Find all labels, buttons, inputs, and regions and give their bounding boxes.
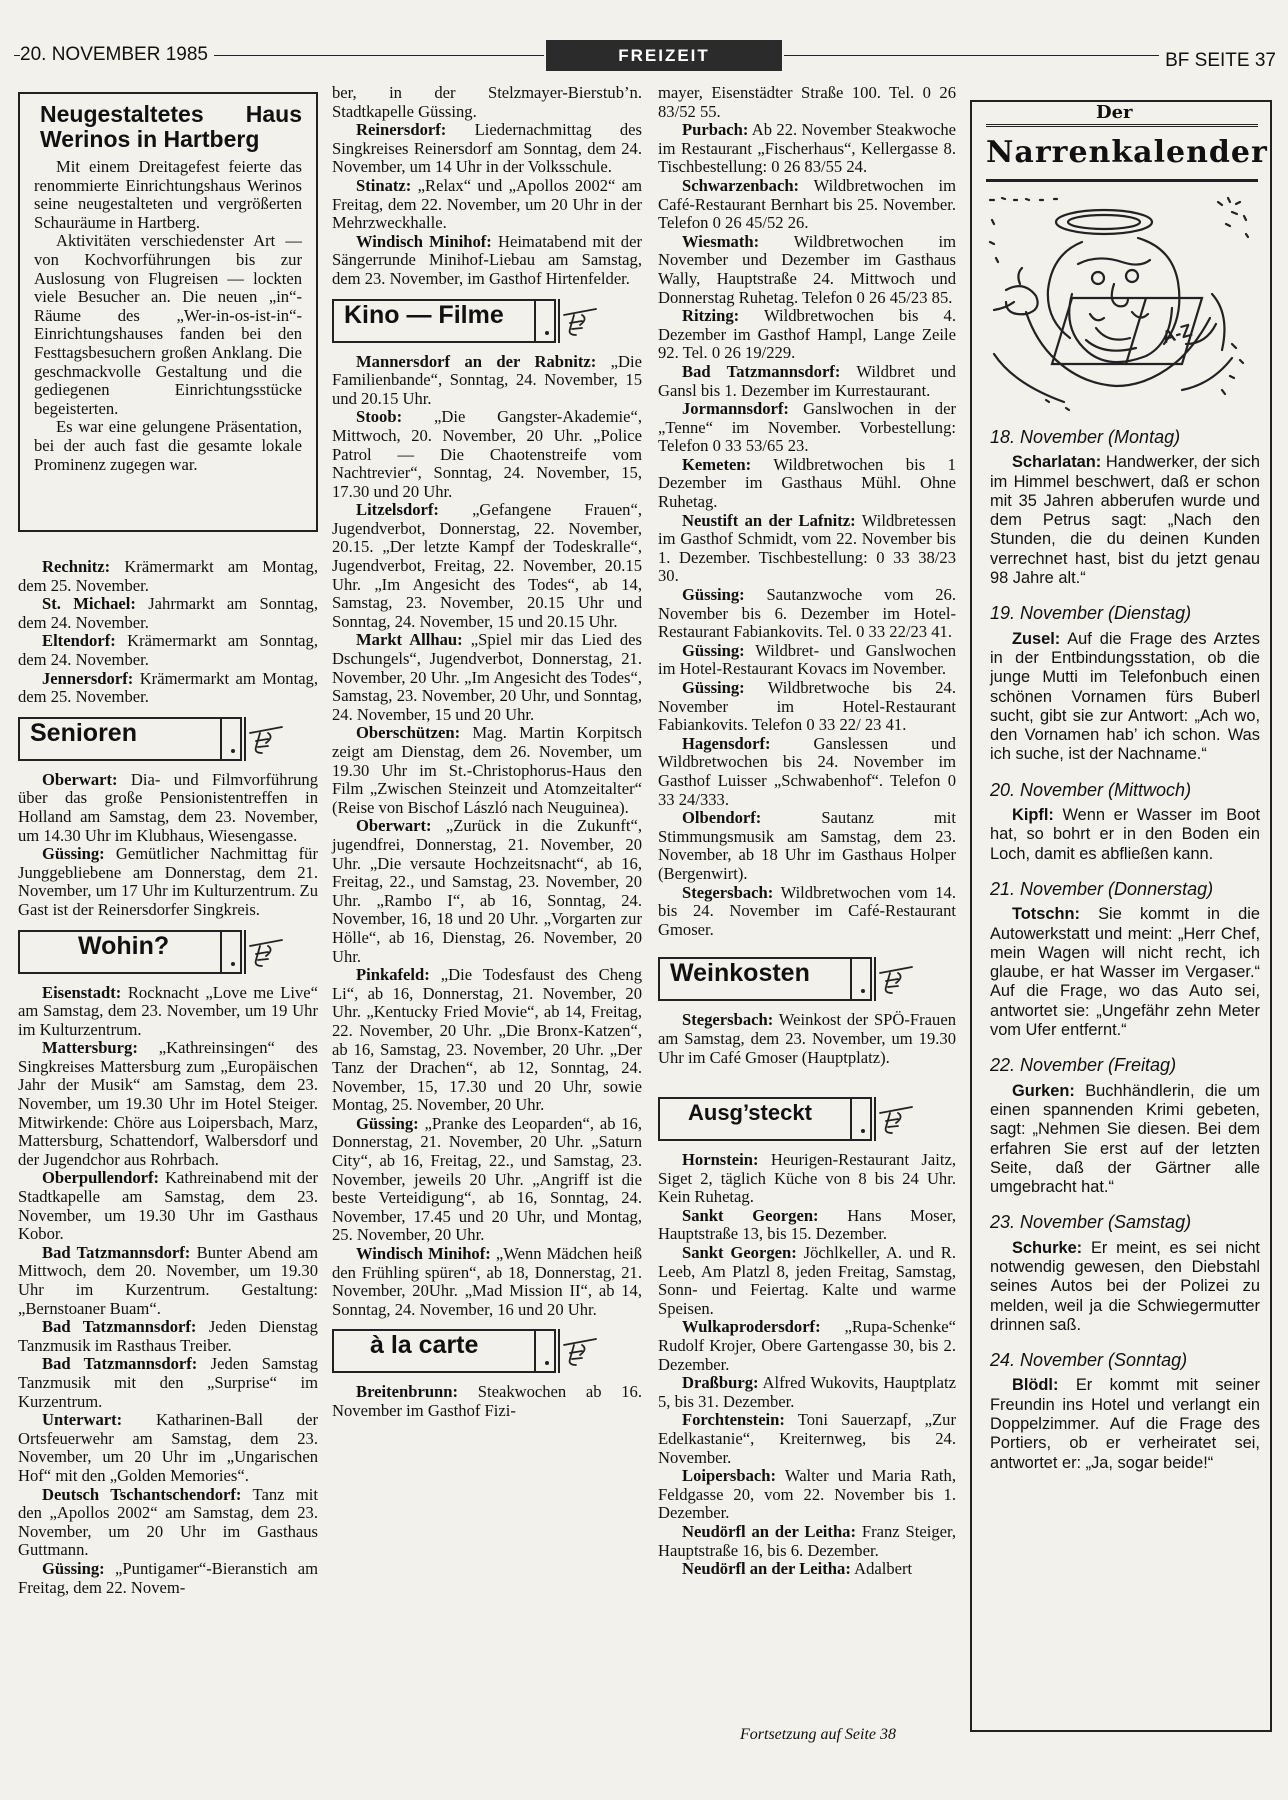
listing-entry [658, 809, 956, 883]
listing-place: Güssing: [42, 1558, 105, 1578]
listing-place: Eisenstadt: [42, 982, 122, 1002]
calendar-day-heading: 18. November (Montag) [990, 427, 1181, 447]
listing-place: Windisch Minihof: [356, 231, 492, 251]
listing-text: „Puntigamer“-Bieranstich am Freitag, dem 22. Novem- [18, 1558, 318, 1597]
narrenkalender-der: Der [1092, 102, 1137, 123]
listing-text: Ab 22. November Steakwoche im Restaurant „Fischerhaus“, Kellergasse 8. Tischbestellung: 0 26 83/55 24. [658, 120, 957, 177]
listing-place: Wulkaprodersdorf: [682, 1317, 821, 1337]
listing-text: Katharinen-Ball der Ortsfeuerwehr am Samstag, dem 23. November, um 20 Uhr im „Ungarischen Hof“ mit den „Golden Memories“. [18, 1410, 318, 1485]
calendar-day-joke [990, 806, 1260, 864]
listing-text: Jöchlkeller, A. und R. Leeb, Am Platzl 8, jeden Freitag, Samstag, Sonn- und Feiertag. Kalte und warme Speisen. [658, 1243, 956, 1318]
rubric-divider [850, 1097, 876, 1141]
listing-entry [18, 1355, 318, 1411]
listing-place: Rechnitz: [42, 557, 111, 576]
listing-entry [658, 512, 956, 586]
listing-text: „Die Todesfaust des Cheng Li“, ab 16, Donnerstag, 21. November, 20 Uhr. „Kentucky Fried Movie“, ab 14, Freitag, 22. November, 20 Uhr. „Die Bronx-Katzen“, ab 16, Samstag, 23. November, 20 Uhr. „Der Tanz der Drachen“, ab 12, Sonntag, 24. November, 15, 17.30 und 20 Uhr, sowie Montag, 25. November, 20 Uhr. [332, 965, 642, 1115]
listing-place: Güssing: [682, 585, 745, 605]
rubric-label: Ausg’steckt [688, 1100, 812, 1126]
listing-place: Bad Tatzmannsdorf: [42, 1242, 191, 1262]
calendar-day-joke [990, 1239, 1260, 1335]
listing-text: Sautanzwoche vom 26. November bis 6. Dezember im Hotel-Restaurant Fabiankovits. Tel. 0 33 22/23 41. [658, 585, 956, 642]
calendar-day-joke [990, 453, 1260, 588]
listing-text: Jeden Dienstag Tanzmusik im Rasthaus Treiber. [18, 1317, 318, 1355]
listing-place: Stoob: [356, 407, 403, 427]
listing-place: Stegersbach: [682, 882, 774, 902]
listing-text: „Kathreinsingen“ des Singkreises Mattersburg zum „Europäischen Jahr der Musik“ am Samstag, dem 23. November, um 19.30 Uhr im Hotel Steiger. Mitwirkende: Chöre aus Loipersbach, Marz, Mattersburg, Schattendorf, Walbersdorf und der Jugendchor aus Rohrbach. [18, 1038, 318, 1169]
listing-entry [658, 586, 956, 642]
listing-text: Wildbretwochen bis 4. Dezember im Gasthof Hampl, Lange Zeile 92. Tel. 0 26 19/229. [658, 306, 956, 363]
listing-entry [658, 884, 956, 940]
calendar-day-heading: 20. November (Mittwoch) [990, 779, 1192, 800]
listing-place: Hagensdorf: [682, 733, 771, 753]
listing-entry [332, 233, 642, 289]
kino-rubric [332, 299, 556, 343]
listing-entry [332, 631, 642, 724]
rubric-label: Kino — Filme [344, 300, 504, 329]
listing-text: Wildbret und Gansl bis 1. Dezember im Kurrestaurant. [658, 361, 956, 400]
listing-place: Stegersbach: [682, 1010, 774, 1030]
listing-place: Loipersbach: [682, 1466, 777, 1486]
pointing-hand-icon [560, 1335, 600, 1367]
listing-entry [658, 1318, 956, 1374]
listing-entry [332, 177, 642, 233]
listing-text: Rocknacht „Love me Live“ am Samstag, dem 23. November, um 19 Uhr im Kulturzentrum. [18, 982, 318, 1039]
listing-text: Weinkost der SPÖ-Frauen am Samstag, dem 23. November, um 19.30 Uhr im Café Gmoser (Hauptplatz). [658, 1010, 956, 1067]
rubric-divider [534, 1329, 560, 1373]
listing-text: Kathreinabend mit der Stadtkapelle am Samstag, dem 23. November, um 19.30 Uhr im Gasthaus Kobor. [18, 1168, 318, 1244]
calendar-day-heading: 19. November (Dienstag) [990, 603, 1192, 624]
listing-entry [18, 1411, 318, 1485]
calendar-joke-text: Buchhändlerin, die um einen spannenden Krimi gebeten, sagt: „Nehmen Sie diesen. Bei dem erfahren Sie erst auf der letzten Seite, daß der Gärtner alle umgebracht hat.“ [990, 1081, 1260, 1197]
calendar-keyword: Totschn: [1012, 905, 1080, 924]
listing-place: Güssing: [682, 640, 745, 660]
listing-place: Windisch Minihof: [356, 1244, 491, 1264]
listing-text: Bunter Abend am Mittwoch, dem 20. November, um 19.30 Uhr im Kurzentrum. Gestaltung: „Bernstoaner Buam“. [18, 1242, 318, 1318]
listing-entry [18, 1486, 318, 1560]
listing-place: Sankt Georgen: [682, 1243, 797, 1263]
listing-entry [332, 353, 642, 409]
werinos-article-box [18, 92, 318, 532]
calendar-day-joke [990, 630, 1260, 765]
listing-entry [18, 558, 318, 595]
listing-place: Draßburg: [682, 1373, 759, 1393]
listing-entry [18, 670, 318, 707]
rubric-label: Wohin? [78, 931, 170, 960]
listing-text: Liedernachmittag des Singkreises Reinersdorf am Sonntag, dem 24. November, um 14 Uhr in der Volksschule. [332, 120, 642, 177]
wohin-rubric [18, 930, 242, 974]
listing-text: Wildbretwochen bis 1 Dezember im Gasthaus Mühl. Ohne Ruhetag. [658, 454, 956, 512]
listing-text: Sautanz mit Stimmungsmusik am Samstag, dem 23. November, ab 18 Uhr im Gasthaus Holper (Bergenwirt). [658, 808, 956, 883]
listing-entry [18, 845, 318, 919]
listing-place: Mannersdorf an der Rabnitz: [356, 351, 597, 371]
listing-place: Neustift an der Lafnitz: [682, 510, 856, 530]
pointing-hand-icon [876, 1103, 916, 1135]
calendar-joke-text: Sie kommt in die Autowerkstatt und meint: „Herr Chef, mein Wagen will nicht recht, ich glaube, er hat Wasser im Vergaser.“ Auf die Frage, wo das Auto sei, antwortet sie: „Ungefähr zehn Meter vom Ufer entfernt.“ [990, 905, 1261, 1040]
listing-text: Krämermarkt am Montag, dem 25. November. [18, 557, 318, 595]
pointing-hand-icon [876, 963, 916, 995]
listing-entry [658, 1467, 956, 1523]
calendar-day-joke [990, 1376, 1260, 1472]
listing-entry [658, 735, 956, 809]
listing-place: Neudörfl an der Leitha: [682, 1521, 856, 1541]
calendar-keyword: Kipfl: [1012, 806, 1054, 825]
rubric-label: Weinkosten [670, 959, 810, 988]
column-1 [18, 558, 318, 1597]
listing-text: Wildbretwochen vom 14. bis 24. November im Café-Restaurant Gmoser. [658, 882, 956, 939]
listing-text: „Gefangene Frauen“, Jugendverbot, Donnerstag, 22. November, 20.15. „Der letzte Kampf der Todeskralle“, Jugendverbot, Freitag, 22. November, 20.15 Uhr. „Im Angesicht des Todes“, ab 14, Samstag, 23. November, 20.15 Uhr und Sonntag, 24. November, 15 und 20.15 Uhr. [332, 500, 642, 631]
listing-place: Unterwart: [42, 1410, 123, 1430]
listing-text: Dia- und Filmvorführung über das große Pensionistentreffen in Holland am Samstag, dem 23. November, um 14.30 Uhr im Klubhaus, Wiesengasse. [18, 769, 318, 845]
listing-entry [18, 771, 318, 845]
listing-place: Stinatz: [356, 175, 412, 195]
listing-text: Jeden Samstag Tanzmusik mit den „Surprise“ im Kurzentrum. [18, 1354, 318, 1411]
listing-entry [658, 456, 956, 512]
listing-place: Litzelsdorf: [356, 500, 439, 520]
narrenkalender-box [970, 100, 1272, 1732]
listing-place: Wiesmath: [682, 231, 760, 251]
listing-entry [332, 724, 642, 817]
calendar-day-heading: 21. November (Donnerstag) [990, 878, 1214, 899]
listing-entry [658, 642, 956, 679]
listing-text: Krämermarkt am Montag, dem 25. November. [18, 668, 319, 707]
listing-text: Alfred Wukovits, Hauptplatz 5, bis 31. Dezember. [658, 1373, 956, 1411]
listing-entry [658, 1207, 956, 1244]
page-number: BF SEITE 37 [1159, 50, 1276, 72]
listing-place: Jormannsdorf: [682, 399, 789, 419]
listing-place: Ritzing: [682, 306, 740, 326]
listing-text: Mag. Martin Korpitsch zeigt am Dienstag, dem 26. November, um 19.30 Uhr im St.-Christophorus-Haus den Film „Zwischen Steinzeit und Atomzeitalter“ (Reise von Bischof László nach Neuguinea). [332, 723, 642, 817]
listing-entry [18, 1560, 318, 1597]
calendar-joke-text: Handwerker, der sich im Himmel beschwert, daß er schon mit 35 Jahren abberufen wurde und dem Petrus sagt: „Nach den Stunden, die du deinen Kunden verrechnet hast, bist du jetzt genau 98 Jahre alt.“ [990, 453, 1260, 588]
listing-text: „Spiel mir das Lied des Dschungels“, Jugendverbot, Donnerstag, 21. November, 20 Uhr. „Im Angesicht des Todes“, Samstag, 23. November, 20 Uhr, und Sonntag, 24. November, 15 und 20 Uhr. [332, 630, 643, 724]
listing-place: Deutsch Tschantschendorf: [42, 1484, 242, 1504]
listing-place: Sankt Georgen: [682, 1205, 819, 1225]
rubric-divider [220, 717, 246, 761]
calendar-day-joke [990, 1082, 1260, 1198]
listing-text: Wildbret- und Ganslwochen im Hotel-Restaurant Kovacs im November. [658, 640, 956, 679]
listing-place: Mattersburg: [42, 1038, 138, 1058]
listing-entry [658, 1244, 956, 1318]
article-headline: Neugestaltetes Haus Werinos in Hartberg [40, 101, 302, 152]
listing-place: Oberpullendorf: [42, 1168, 160, 1188]
listing-text: Steakwochen ab 16. November im Gasthof Fizi- [332, 1382, 643, 1420]
listing-place: Oberwart: [356, 816, 432, 836]
listing-place: Bad Tatzmannsdorf: [42, 1317, 197, 1337]
calendar-day-heading: 24. November (Sonntag) [990, 1350, 1188, 1371]
listing-entry [332, 966, 642, 1115]
listing-place: Olbendorf: [682, 808, 762, 828]
calendar-joke-text: Auf die Frage des Arztes in der Entbindungsstation, ob die junge Mutti im Telefonbuch einen schönen Vornamen fürs Buberl sucht, gibt sie zur Antwort: „Ach wo, den Vornamen hab’ ich schon. Was ich suche, ist der Nachname.“ [990, 629, 1260, 764]
listing-text: Ganslwochen in der „Tenne“ im November. Vorbestellung: Telefon 0 33 53/65 23. [658, 399, 956, 456]
listing-text: „Die Familienbande“, Sonntag, 24. November, 15 und 20.15 Uhr. [332, 351, 642, 408]
continuation-note: Fortsetzung auf Seite 38 [740, 1726, 896, 1743]
listing-entry [332, 817, 642, 966]
listing-text: „Rupa-Schenke“ Rudolf Krojer, Obere Gartengasse 30, bis 2. Dezember. [658, 1317, 956, 1374]
listing-text: Hans Moser, Hauptstraße 13, bis 15. Dezember. [658, 1205, 956, 1244]
rubric-label: à la carte [370, 1331, 479, 1360]
listing-entry [658, 679, 956, 735]
pointing-hand-icon [246, 723, 286, 755]
listing-place: Purbach: [682, 120, 749, 140]
article-paragraph: Aktivitäten verschiedenster Art — von Kochvorführungen bis zur Auslosung von Flugreisen — lockten viele Besucher an. Die neuen „in“-Räume des „Wer-in-os-ist-in“-Einrichtungshauses fanden bei den Festtagsbesuchern großen Anklang. Die geschmackvolle Gestaltung und die gediegenen Einrichtungsstücke begeisterten. [34, 231, 302, 418]
calendar-joke-text: Er kommt mit seiner Freundin ins Hotel und verlangt ein Doppelzimmer. Auf die Frage des Portiers, ob er verheiratet sei, antwortet er: „Ja, sogar beide!“ [990, 1376, 1260, 1472]
listing-entry [658, 1151, 956, 1207]
listing-entry [658, 121, 956, 177]
listing-entry [658, 307, 956, 363]
listing-text: „Zurück in die Zukunft“, jugendfrei, Donnerstag, 21. November, 20 Uhr. „Die versaute Hochzeitsnacht“, ab 16, Freitag, 22., und Samstag, 23. November, 20 Uhr. „Rambo I“, ab 16, Sonntag, 24. November, 16, 18 und 20 Uhr. „Vorgarten zur Hölle“, ab 16, Dienstag, 26. November, 20 Uhr. [332, 816, 642, 966]
narrenkalender-title: Narrenkalender [986, 124, 1258, 182]
rubric-divider [850, 957, 876, 1001]
listing-entry [18, 1169, 318, 1243]
article-paragraph: Mit einem Dreitagefest feierte das renommierte Einrichtungshaus Werinos seine neugestalteten und vergrößerten Schauräume in Hartberg. [34, 157, 302, 232]
listing-text: Adalbert [854, 1559, 913, 1579]
listing-place: Schwarzenbach: [682, 175, 800, 195]
listing-entry [658, 400, 956, 456]
listing-entry [658, 1560, 956, 1579]
listing-text: Wildbretwoche bis 24. November im Hotel-Restaurant Fabiankovits. Telefon 0 33 22/ 23 41. [658, 678, 956, 735]
calendar-keyword: Blödl: [1012, 1376, 1059, 1395]
pointing-hand-icon [560, 305, 600, 337]
listing-text: Toni Sauerzapf, „Zur Edelkastanie“, Kreiternweg, bis 24. November. [658, 1410, 956, 1467]
listing-text: Jahrmarkt am Sonntag, dem 24. November. [18, 594, 318, 632]
listing-entry [332, 501, 642, 631]
senioren-rubric [18, 717, 242, 761]
continued-text: ber, in der Stelzmayer-Bierstub’n. Stadtkapelle Güssing. [332, 83, 642, 121]
narrenkalender-entries [990, 428, 1260, 1473]
listing-entry [18, 595, 318, 632]
listing-entry [658, 1523, 956, 1560]
listing-text: Krämermarkt am Sonntag, dem 24. November. [18, 631, 318, 669]
listing-place: Kemeten: [682, 454, 752, 474]
listing-place: Hornstein: [682, 1150, 759, 1170]
listing-entry [332, 1245, 642, 1319]
listing-text: „Wenn Mädchen heiß den Frühling spüren“, ab 18, Donnerstag, 21. November, 20Uhr. „Mad Mission II“, ab 14, Sonntag, 24. November, 16 und 20 Uhr. [332, 1244, 642, 1319]
listing-entry [332, 121, 642, 177]
listing-text: „Die Gangster-Akademie“, Mittwoch, 20. November, 20 Uhr. „Police Patrol — Die Chaotenstreife vom Nachtrevier“, Sonntag, 24. November, 15, 17.30 und 20 Uhr. [332, 407, 642, 501]
listing-text: „Relax“ und „Apollos 2002“ am Freitag, dem 22. November, um 20 Uhr in der Mehrzweckhalle. [332, 175, 642, 233]
listing-text: Wildbretwochen im November und Dezember im Gasthaus Wally, Hauptstraße 24. Mittwoch und Donnerstag Ruhetag. Telefon 0 26 45/23 85. [658, 231, 956, 307]
listing-text: Ganslessen und Wildbretwochen bis 24. November im Gasthof Luisser „Schwabenhof“. Telefon 0 33 24/333. [658, 733, 956, 809]
calendar-day-heading: 22. November (Freitag) [990, 1055, 1177, 1076]
listing-place: Pinkafeld: [356, 965, 430, 985]
listing-entry [18, 632, 318, 669]
calendar-keyword: Scharlatan: [1012, 453, 1102, 472]
listing-entry [18, 1039, 318, 1169]
listing-text: Walter und Maria Rath, Feldgasse 20, vom 22. November bis 1. Dezember. [658, 1466, 956, 1523]
listing-place: Markt Allhau: [356, 630, 463, 650]
rubric-label: Senioren [30, 718, 137, 747]
listing-entry [18, 984, 318, 1040]
listing-text: Wildbretwochen im Café-Restaurant Bernhart bis 25. November. Telefon 0 26 45/52 26. [658, 175, 956, 233]
calendar-day-joke [990, 905, 1260, 1040]
listing-entry [658, 177, 956, 233]
listing-place: Güssing: [42, 844, 105, 864]
listing-entry [332, 408, 642, 501]
article-paragraph: Es war eine gelungene Präsentation, bei der auch fast die gesamte lokale Prominenz zugegen war. [34, 417, 302, 474]
listing-text: Heimatabend mit der Sängerrunde Minihof-Liebau am Samstag, dem 23. November, im Gasthof Hirtenfelder. [332, 231, 642, 288]
listing-entry [332, 1383, 642, 1420]
issue-date: 20. NOVEMBER 1985 [20, 44, 214, 66]
continued-text: mayer, Eisenstädter Straße 100. Tel. 0 26 83/52 55. [658, 83, 956, 121]
listing-entry [18, 1244, 318, 1318]
listing-place: Forchtenstein: [682, 1410, 785, 1430]
listing-place: Güssing: [682, 678, 745, 697]
calendar-keyword: Schurke: [1012, 1238, 1083, 1257]
rubric-divider [534, 299, 560, 343]
listing-text: Gemütlicher Nachmittag für Junggebliebene am Donnerstag, dem 21. November, um 17 Uhr im Kulturzentrum. Zu Gast ist der Reinersdorfer Singkreis. [18, 844, 318, 919]
listing-text: Franz Steiger, Hauptstraße 16, bis 6. Dezember. [658, 1521, 957, 1560]
weinkosten-rubric [658, 957, 872, 1001]
illustration-az-label: A-Z [1159, 319, 1195, 348]
calendar-joke-text: Wenn er Wasser im Boot hat, so bohrt er in den Boden ein Loch, damit es abfließen kann. [990, 806, 1261, 863]
a-la-carte-rubric [332, 1329, 556, 1373]
listing-place: Reinersdorf: [356, 120, 447, 140]
column-3 [658, 84, 956, 1579]
calendar-keyword: Gurken: [1012, 1081, 1075, 1100]
section-label: FREIZEIT [546, 40, 782, 71]
listing-entry [658, 233, 956, 307]
listing-place: St. Michael: [42, 594, 136, 614]
listing-place: Bad Tatzmannsdorf: [682, 361, 841, 381]
listing-entry [658, 1011, 956, 1067]
listing-place: Neudörfl an der Leitha: [682, 1559, 851, 1579]
calendar-day-heading: 23. November (Samstag) [990, 1212, 1192, 1233]
column-2 [332, 84, 642, 1421]
listing-place: Bad Tatzmannsdorf: [42, 1354, 198, 1374]
jester-reading-illustration [986, 194, 1258, 414]
listing-entry [658, 1374, 956, 1411]
listing-place: Jennersdorf: [42, 668, 134, 688]
listing-text: Heurigen-Restaurant Jaitz, Siget 2, täglich Küche von 8 bis 24 Uhr. Kein Ruhetag. [658, 1150, 956, 1207]
calendar-keyword: Zusel: [1012, 629, 1061, 648]
listing-entry [658, 363, 956, 400]
pointing-hand-icon [246, 936, 286, 968]
listing-entry [18, 1318, 318, 1355]
page-header [14, 44, 1276, 72]
calendar-joke-text: Er meint, es sei nicht notwendig gewesen, den Diebstahl seines Autos bei der Polizei zu melden, weil ja die Schwiegermutter drinnen saß. [990, 1238, 1260, 1334]
listing-text: Tanz mit den „Apollos 2002“ am Samstag, dem 23. November, um 20 Uhr im Gasthaus Guttmann. [18, 1484, 318, 1560]
listing-entry [332, 1115, 642, 1245]
listing-text: Wildbretessen im Gasthof Schmidt, vom 22. November bis 1. Dezember. Tischbestellung: 0 33 38/23 30. [658, 510, 956, 586]
listing-place: Breitenbrunn: [356, 1382, 459, 1402]
listing-place: Eltendorf: [42, 631, 116, 651]
ausgsteckt-rubric [658, 1097, 872, 1141]
listing-place: Güssing: [356, 1113, 419, 1133]
rubric-divider [220, 930, 246, 974]
listing-place: Oberwart: [42, 769, 118, 789]
listing-entry [658, 1411, 956, 1467]
listing-place: Oberschützen: [356, 723, 461, 743]
listing-text: „Pranke des Leoparden“, ab 16, Donnerstag, 21. November, 20 Uhr. „Saturn City“, ab 16, Freitag, 22., und Samstag, 23. November, jeweils 20 Uhr. „Angriff ist die beste Verteidigung“, ab 16, Sonntag, 24. November, 17.45 und 20 Uhr, und Montag, 25. November, 20 Uhr. [332, 1113, 642, 1245]
